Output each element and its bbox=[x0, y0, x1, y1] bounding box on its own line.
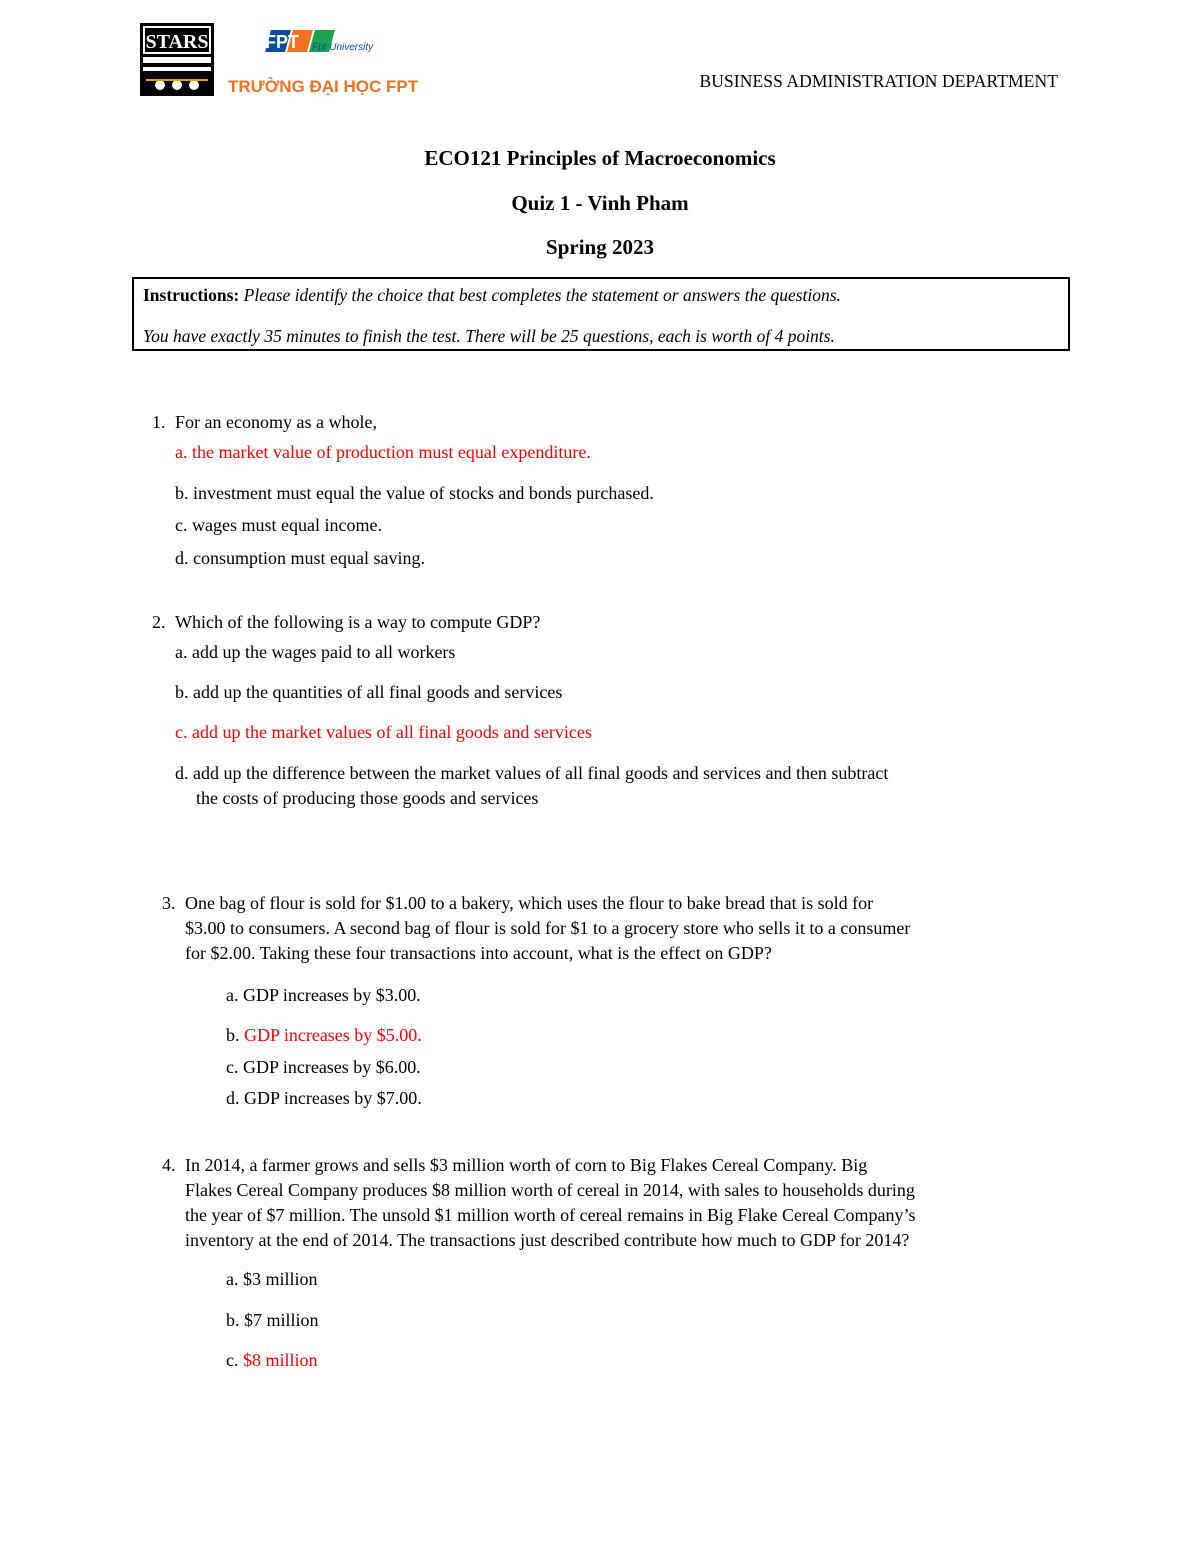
option-b: b. add up the quantities of all final goods and services bbox=[175, 682, 563, 702]
option-d-continued: the costs of producing those goods and services bbox=[196, 788, 539, 808]
option-a: a. $3 million bbox=[226, 1269, 318, 1289]
question-number: 3. bbox=[162, 893, 176, 913]
course-title: ECO121 Principles of Macroeconomics bbox=[424, 146, 776, 170]
question-line: inventory at the end of 2014. The transactions just described contribute how much to GDP for 2014? bbox=[185, 1230, 910, 1250]
option-d: d. GDP increases by $7.00. bbox=[226, 1088, 422, 1108]
option-d: d. consumption must equal saving. bbox=[175, 548, 425, 568]
question-line: the year of $7 million. The unsold $1 million worth of cereal remains in Big Flake Cereal Company’s bbox=[185, 1205, 916, 1225]
term-title: Spring 2023 bbox=[546, 235, 654, 259]
question-line: In 2014, a farmer grows and sells $3 million worth of corn to Big Flakes Cereal Company. Big bbox=[185, 1155, 868, 1175]
option-d: d. add up the difference between the market values of all final goods and services and then subtract bbox=[175, 763, 889, 783]
instructions-line-1 bbox=[143, 285, 841, 306]
option-c: c. GDP increases by $6.00. bbox=[226, 1057, 421, 1077]
question-text: For an economy as a whole, bbox=[175, 412, 377, 432]
svg-text:STARS: STARS bbox=[145, 31, 209, 53]
question-number: 4. bbox=[162, 1155, 176, 1175]
option-c: c. add up the market values of all final goods and services bbox=[175, 722, 592, 742]
option-b: b. $7 million bbox=[226, 1310, 319, 1330]
question-number: 1. bbox=[152, 412, 166, 432]
question-text: Which of the following is a way to compute GDP? bbox=[175, 612, 541, 632]
department-name: BUSINESS ADMINISTRATION DEPARTMENT bbox=[699, 71, 1058, 91]
instructions-line-2 bbox=[143, 326, 835, 347]
question-line: Flakes Cereal Company produces $8 million worth of cereal in 2014, with sales to households during bbox=[185, 1180, 915, 1200]
option-a: a. add up the wages paid to all workers bbox=[175, 642, 456, 662]
svg-text:FPT: FPT bbox=[265, 32, 299, 52]
question-line: $3.00 to consumers. A second bag of flour is sold for $1 to a grocery store who sells it to a consumer bbox=[185, 918, 911, 938]
stars-logo bbox=[140, 23, 214, 96]
option-c: c. $8 million bbox=[226, 1350, 318, 1370]
question-line: for $2.00. Taking these four transactions into account, what is the effect on GDP? bbox=[185, 943, 772, 963]
instructions-text-2: You have exactly 35 minutes to finish the test. There will be 25 questions, each is worth of 4 points. bbox=[143, 326, 835, 346]
option-b: b. GDP increases by $5.00. bbox=[226, 1025, 422, 1045]
quiz-title: Quiz 1 - Vinh Pham bbox=[511, 191, 689, 215]
instructions-text-1: Please identify the choice that best completes the statement or answers the questions. bbox=[243, 285, 841, 305]
option-b: b. investment must equal the value of stocks and bonds purchased. bbox=[175, 483, 654, 503]
svg-text:TRƯỜNG ĐẠI HỌC FPT: TRƯỜNG ĐẠI HỌC FPT bbox=[228, 77, 419, 96]
question-number: 2. bbox=[152, 612, 166, 632]
option-a: a. GDP increases by $3.00. bbox=[226, 985, 421, 1005]
svg-text:Fpt University: Fpt University bbox=[312, 42, 374, 53]
question-line: One bag of flour is sold for $1.00 to a bakery, which uses the flour to bake bread that is sold for bbox=[185, 893, 874, 913]
fpt-university-logo bbox=[228, 26, 419, 98]
instructions-box bbox=[132, 277, 1070, 351]
option-c: c. wages must equal income. bbox=[175, 515, 382, 535]
option-a: a. the market value of production must equal expenditure. bbox=[175, 442, 591, 462]
instructions-label: Instructions: bbox=[143, 285, 240, 305]
